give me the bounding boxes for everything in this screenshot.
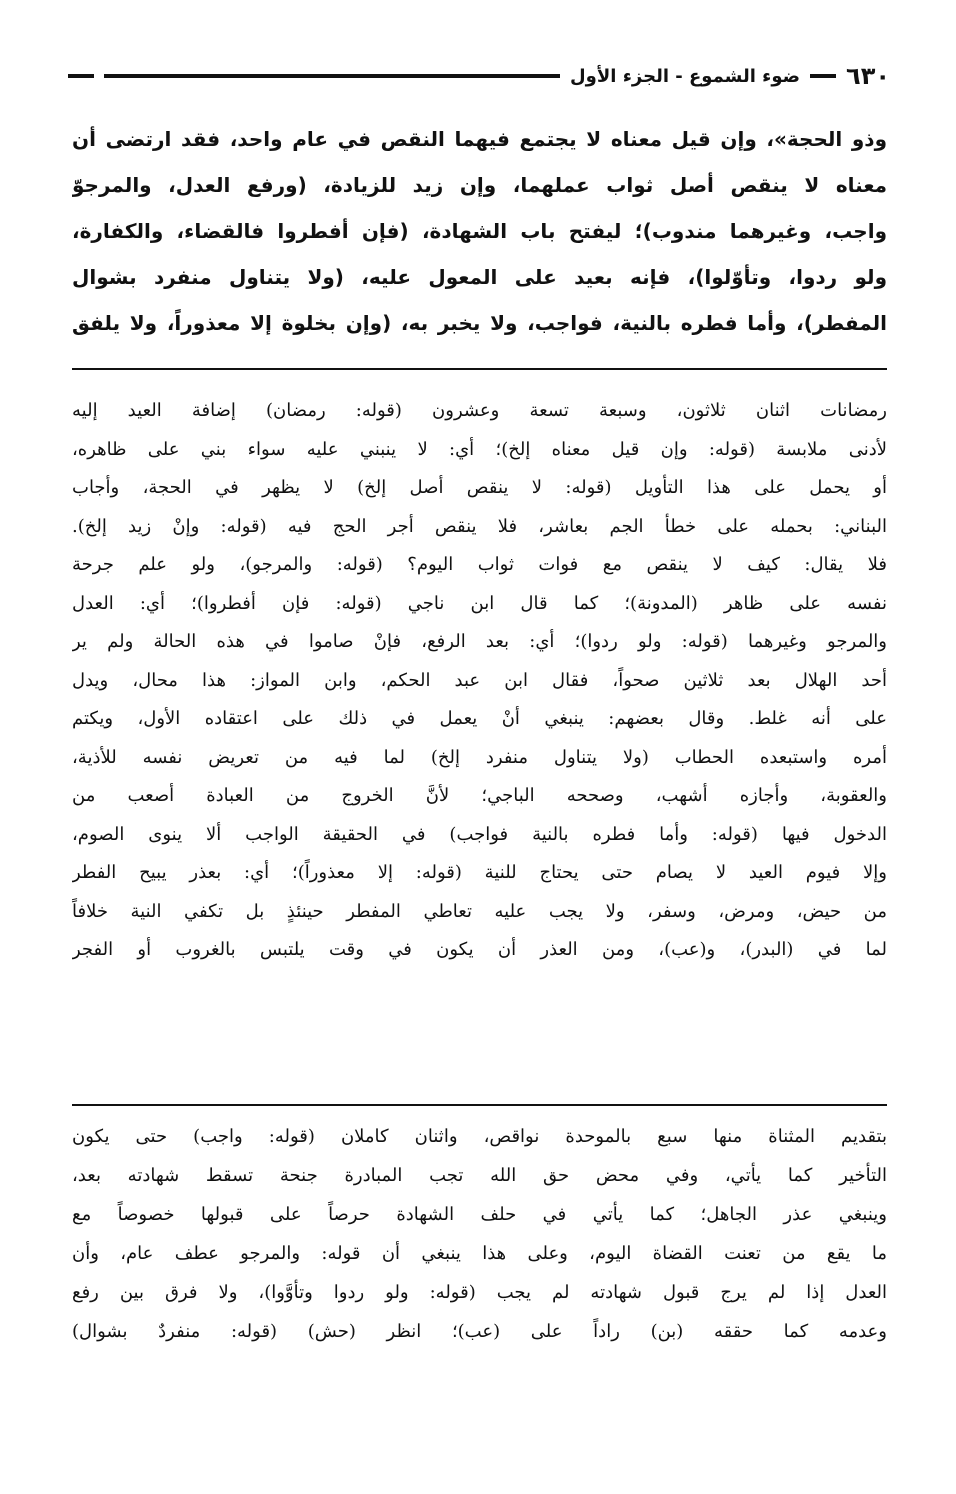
commentary-line: الدخول فيها (قوله: وأما فطره بالنية فواجب) في الحقيقة الواجب ألا ينوى الصوم، — [72, 823, 887, 845]
footnote-separator — [72, 1104, 887, 1106]
commentary-line: على أنه غلط. وقال بعضهم: ينبغي أنْ يعمل في ذلك على اعتقاده الأول، ويكتم — [72, 708, 887, 729]
footnote-text — [72, 1117, 887, 1351]
commentary-line: والمرجو وغيرهما (قوله: ولو ردوا)؛ أي: بعد الرفع، فإنْ صاموا في هذه الحالة ولم ير — [72, 631, 887, 652]
running-title: ضوء الشموع - الجزء الأول — [570, 65, 801, 87]
main-text-line: ولو ردوا، وتأوّلوا)، فإنه بعيد على المعول عليه، (ولا يتناول منفرد بشوال — [72, 265, 887, 289]
commentary-line: لما في (البدر)، و(عب)، ومن العذر أن يكون في وقت يلتبس بالغروب أو الفجر — [72, 939, 887, 960]
commentary-line: أحد الهلال بعد ثلاثين صحواً، فقال ابن عبد الحكم، وابن المواز: هذا محال، ويدل — [72, 669, 887, 691]
commentary-line: البناني: بحمله على خطأ الجم بعاشر، فلا ينقص أجر الحج فيه (قوله: وإنْ زيد إلخ). — [72, 515, 887, 537]
main-text-line: وذو الحجة»، وإن قيل معناه لا يجتمع فيهما النقص في عام واحد، فقد ارتضى أن — [72, 127, 887, 151]
main-text — [72, 116, 887, 346]
commentary-line: لأدنى ملابسة (قوله: وإن قيل معناه إلخ)؛ أي: لا ينبني عليه سواء بني على ظاهره، — [72, 438, 887, 460]
footnote-line: ما يقع من تعنت القضاة اليوم، وعلى هذا ينبغي أن قوله: والمرجو عطف عام، وأن — [72, 1243, 887, 1264]
commentary-line: رمضانات اثنان ثلاثون، وسبعة تسعة وعشرون (قوله: رمضان) إضافة العيد إليه — [72, 400, 887, 421]
commentary-line: أمره واستبعده الحطاب (ولا يتناول منفرد إلخ) لما فيه من تعريض نفسه للأذية، — [72, 746, 887, 768]
page-header — [68, 58, 890, 94]
main-text-line: معناه لا ينقص أصل ثواب عملهما، وإن زيد للزيادة، (ورفع العدل، والمرجوّ — [72, 173, 887, 197]
footnote-line: بتقديم المثناة منها سبع بالموحدة نواقص، واثنان كاملان (قوله: واجب) حتى يكون — [72, 1126, 887, 1147]
main-text-line: المفطر)، وأما فطره بالنية، فواجب، ولا يخبر به، (وإن بخلوة إلا معذوراً، ولا يلفق — [72, 311, 887, 335]
commentary-line: وإلا فيوم العيد لا يصام حتى يحتاج للنية (قوله: إلا معذوراً)؛ أي: بعذر يبيح الفطر — [72, 862, 887, 883]
footnote-line: العدل إذا لم يرج قبول شهادته لم يجب (قوله: ولو ردوا وتأوَّوا)، ولا فرق بين رفع — [72, 1282, 887, 1303]
header-dash-end — [68, 74, 94, 78]
commentary-separator — [72, 368, 887, 370]
page-number: ٦٣٠ — [846, 62, 890, 90]
header-rule — [104, 74, 560, 78]
footnote-line: وعدمه كما حققه (بن) راداً على (عب)؛ انظر (حش) (قوله: منفردٌ بشوال) — [72, 1321, 887, 1342]
header-dash — [810, 74, 836, 78]
commentary-line: والعقوبة، وأجازه أشهب، وصححه الباجي؛ لأنَّ الخروج من العبادة أصعب من — [72, 785, 887, 806]
commentary-line: أو يحمل على هذا التأويل (قوله: لا ينقص أصل إلخ) لا يظهر في الحجة، وأجاب — [72, 477, 887, 498]
main-text-line: واجب، وغيرهما مندوب)؛ ليفتح باب الشهادة، (فإن أفطروا فالقضاء، والكفارة، — [72, 219, 887, 243]
commentary-text — [72, 392, 887, 970]
footnote-line: وينبغي عذر الجاهل؛ كما يأتي في حلف الشهادة حرصاً على قبولها خصوصاً مع — [72, 1204, 887, 1225]
footnote-line: التأخير كما يأتي، وفي محض حق الله تجب المبادرة جنحة تسقط شهادته بعد، — [72, 1165, 887, 1186]
commentary-line: فلا يقال: كيف لا ينقص مع فوات ثواب اليوم؟ (قوله: والمرجو)، ولو علم جرحة — [72, 554, 887, 575]
commentary-line: نفسه على ظاهر (المدونة)؛ كما قال ابن ناجي (قوله: فإن أفطروا)؛ أي: العدل — [72, 592, 887, 614]
commentary-line: من حيض، ومرض، وسفر، ولا يجب عليه تعاطي المفطر حينئذٍ بل تكفي النية خلافاً — [72, 900, 887, 922]
